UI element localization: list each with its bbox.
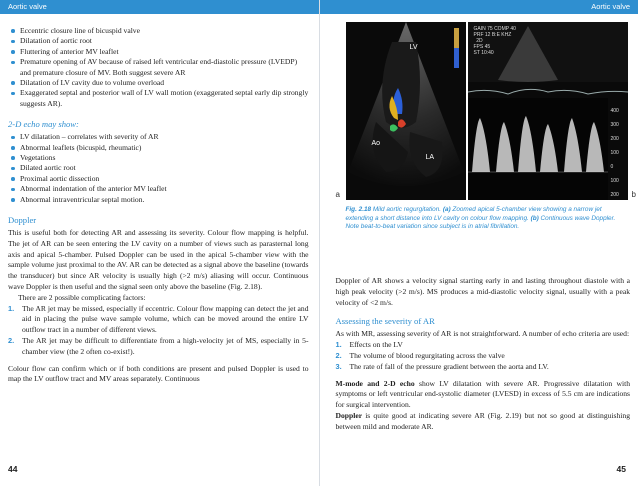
bullet-icon (11, 81, 15, 85)
echo-section-title: 2-D echo may show: (8, 119, 79, 130)
pitfalls-intro: There are 2 possible complicating factors: (18, 292, 146, 302)
list-item: 3. The rate of fall of the pressure gradient between the aorta and LV. (335, 361, 549, 371)
doppler-severity-paragraph: Doppler is quite good at indicating severe AR (Fig. 2.19) but not so good at distinguishing between mild and moderate AR. (335, 410, 630, 431)
pitfalls-list (8, 304, 309, 358)
list-item: LV dilatation – correlates with severity of AR (8, 132, 309, 142)
list-item: Exaggerated septal and posterior wall of LV wall motion (exaggerated septal early dip strongly suggests AR). (8, 88, 309, 109)
list-item: Dilatation of aortic root (8, 36, 309, 46)
criteria-list (336, 340, 631, 372)
list-item: Eccentric closure line of bicuspid valve (8, 26, 309, 36)
list-item: Dilated aortic root (8, 163, 309, 173)
right-body-text (336, 276, 631, 433)
doppler-spectrum-area (468, 98, 608, 200)
bullet-icon (11, 92, 15, 96)
echo-sector-image (346, 22, 466, 200)
lv-label: LV (409, 44, 418, 51)
list-item: 2. The volume of blood regurgitating across the valve (335, 350, 505, 360)
mmode-paragraph: M-mode and 2-D echo show LV dilatation with severe AR. Progressive dilatation with symptoms or left ventricular end-systolic diameter (LVESD) in excess of 5.5 cm are indications for surgical intervention. (335, 378, 631, 410)
right-page-number: 45 (616, 464, 626, 474)
list-item: Premature opening of AV because of raised left ventricular end-diastolic pressure (LVEDP) and premature closure of MV. Both suggest severe AR (8, 57, 309, 78)
left-content (8, 26, 309, 385)
velocity-scale: 400 300 200 100 0 100 200 (610, 108, 619, 198)
list-item: Abnormal intraventricular septal motion. (8, 195, 309, 205)
bullet-icon (11, 146, 15, 150)
right-running-header: Aortic valve (320, 0, 638, 14)
lv-cavity (382, 42, 420, 128)
closing-paragraph: Colour flow can confirm which or if both conditions are present and pulsed Doppler is used to map the LV outflow tract and MV areas separately. Continuous (8, 363, 309, 384)
assess-intro: As with MR, assessing severity of AR is not straightforward. A number of echo criteria are used: (335, 329, 630, 339)
doppler-paragraph: This is useful both for detecting AR and assessing its severity. Colour flow mapping is helpful. The jet of AR can be seen entering the LV cavity on a number of views such as parasternal long axis and apical 5-chamber. Pulsed Doppler can be used in the apical 5-chamber view with the sample volume just proximal to the AV. AR can be detected as a signal above the baseline (towards the transducer) but since AR velocity is usually high (>2 m/s) aliasing will occur. Continuous wave Doppler is then useful and the signal seen only above the baseline (Fig. 2.18). (8, 228, 309, 292)
list-item: 1. Effects on the LV (335, 340, 403, 350)
panel-a-letter: a (335, 190, 340, 199)
assess-section-title: Assessing the severity of AR (335, 316, 435, 327)
ao-label: Ao (371, 140, 381, 147)
bullet-icon (11, 50, 15, 54)
list-item: Abnormal indentation of the anterior MV leaflet (8, 184, 309, 194)
doppler-ar-paragraph: Doppler of AR shows a velocity signal starting early in and lasting throughout diastole with a high peak velocity (>2 m/s). MS produces a mid-diastolic velocity signal, usually with a peak velocity of <2 m/s. (335, 276, 630, 307)
list-item: 2. The AR jet may be difficult to differentiate from a high-velocity jet of MS, especially in 5-chamber view (the 2 often co-exist!). (8, 336, 309, 356)
list-item: Dilatation of LV cavity due to volume overload (8, 78, 309, 88)
left-running-header: Aortic valve (0, 0, 319, 14)
echo-image-panel (346, 22, 466, 200)
list-item: Fluttering of anterior MV leaflet (8, 47, 309, 57)
colour-scale-bar-lower (454, 48, 459, 68)
screen-readout: GAIN 75 COMP 40 PRF 12 B:E KHZ 2D FPS 45 ST 10:40 (473, 26, 516, 56)
mmode-findings-list (8, 26, 309, 109)
echo-findings-list (8, 132, 309, 205)
la-label: LA (425, 154, 435, 161)
bullet-icon (11, 198, 15, 202)
bullet-icon (11, 61, 15, 65)
bullet-icon (11, 188, 15, 192)
list-item: 1. The AR jet may be missed, especially if eccentric. Colour flow mapping can detect the jet and aid in placing the pulse wave sample volume, which can be moved around the entire LV outflow tract in a number of different views. (8, 303, 309, 335)
left-page-number: 44 (8, 464, 18, 474)
bullet-icon (11, 156, 15, 160)
list-item: Abnormal leaflets (bicuspid, rheumatic) (8, 143, 309, 153)
list-item: Proximal aortic dissection (8, 174, 309, 184)
bullet-icon (11, 177, 15, 181)
figure-caption: Fig. 2.18 Mild aortic regurgitation. (a) Zoomed apical 5-chamber view showing a narrow jet extending a short distance into LV cavity on colour flow mapping. (b) Continuous wave Doppler. Note beat-to-beat variation since subject is in atrial fibrillation. (345, 206, 616, 231)
right-page (320, 0, 638, 486)
bullet-icon (11, 136, 15, 140)
figure-2-18 (335, 22, 636, 200)
bullet-icon (11, 29, 15, 33)
doppler-panel (468, 22, 628, 200)
bullet-icon (11, 167, 15, 171)
doppler-section-title: Doppler (8, 215, 37, 226)
ecg-trace (468, 89, 628, 94)
panel-b-letter: b (631, 190, 636, 199)
list-item: Vegetations (8, 153, 309, 163)
bullet-icon (11, 40, 15, 44)
